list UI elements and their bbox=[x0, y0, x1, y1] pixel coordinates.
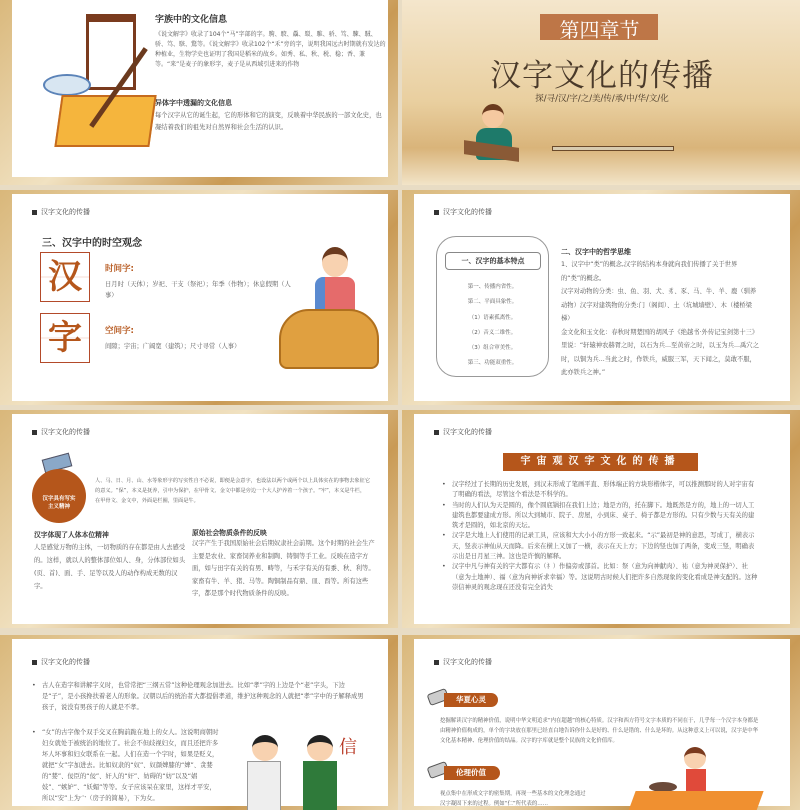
square-bullet-icon bbox=[32, 430, 37, 435]
square-bullet-icon bbox=[434, 660, 439, 665]
tag-ethics: 伦理价值 bbox=[444, 766, 500, 780]
bullet-item: • 古人在造字和讲解字义时，也常常把“三纲五常”这种伦理观念加进去。比如“孝”字的上边是个“老”字头，下边是“子”，是小孩搀扶着老人的形象。汉朝以后的统治者大都提倡孝道，维护这种观念的人就把“孝”字中的子解释成男孩子，说没有男孩子的人就是不孝。 bbox=[32, 681, 367, 713]
cover-title: 汉字文化的传播 bbox=[490, 58, 714, 94]
space-words-text: 间隙；宇宙；广阔宽（建筑）；尺寸寻常（人事） bbox=[105, 343, 241, 350]
tag-huaxia: 华夏心灵 bbox=[444, 693, 498, 707]
intro-text: 人、马、日、月、山、水等象形字的写实性自不必说，即便是会意字，也设法以两个或两个以上具体实在的事物去象征它的意义。“保”，本义是抚养，引申为保护，在甲骨文、金文中都是旁边一个大人护养着一个孩子。“牢”，本义是牛栏，在甲骨文、金文中，外面是栏圈，里面是牛。 bbox=[95, 478, 370, 504]
bullet-item: • “女”的古字像个双手交叉在胸前跪在地上的女人。这说明商朝时妇女就处于被统治的地位了。社会不但歧视妇女，而且还把许多坏人坏事和妇女联系在一起。人们在造一个字时，如果是贬义，就把“女”字加进去。比如奴隶的“奴”、奴颜婢膝的“婢”、贪婪的“婪”、佞臣的“佞”、奸人的“奸”、妨碍的“妨”以及“娼妓”、“嫉妒”、“妖媚”等等。女子应该呆在家里，这样才平安，所以“安”上为宀（房子的简易），下为女。 bbox=[32, 727, 222, 804]
square-bullet-icon bbox=[32, 210, 37, 215]
body-right: 汉字产生于我国原始社会后期奴隶社会前期。这个时期的社会生产主要是农业、家畜饲养业和制陶、铸铜等手工业。反映在造字方面，如与田字有关的有男、畴等，与禾字有关的有黍、秋、利等。家畜有牛、羊、猪、马等。陶铜制品有鼎、皿、酉等。所有这些字，都是那个时代物质条件的反映。 bbox=[192, 540, 375, 597]
slide-thumbnail-7[interactable] bbox=[0, 635, 398, 810]
feature-item: （2）音义二维性。 bbox=[468, 329, 517, 336]
bullet-item: • 汉字是大地上人们使用的记录工具，应该和大大小小的方形一致起来。“示”最初是神的意思，写成丁，横表示天，竖表示神仙从天而降。后来在横上又加了一横，表示在天上方；下边的竖也加了两条，变成三竖，明确表示出是日月星三神。这也是许慎的解释。 bbox=[442, 531, 760, 562]
breadcrumb: 汉字文化的传播 bbox=[434, 427, 492, 437]
section-heading: 三、汉字中的时空观念 bbox=[42, 238, 142, 249]
breadcrumb: 汉字文化的传播 bbox=[32, 207, 90, 217]
scholar-writing-illustration bbox=[277, 239, 382, 379]
slide-thumbnail-8[interactable] bbox=[402, 635, 800, 810]
breadcrumb: 汉字文化的传播 bbox=[32, 427, 90, 437]
slide-thumbnail-1[interactable] bbox=[0, 0, 398, 185]
section-body: 《说文解字》收录了104个“马”字部的字。駒、駮、驫、駁、騅、骄、笃、駷、駥、骄、笃、駭、驚等。《说文解字》收录102个“禾”旁的字，说明我国远古时期就有发达的种植业，生物学史也证明了我国是稻米的故乡。如秀、私、秋、税、稳；香、兼等。“来”是麦子的象形字，麦子是从西域引进来的作物 bbox=[155, 31, 386, 68]
section-heading: 二、汉字中的哲学思维 bbox=[561, 248, 631, 256]
body-ethics: 视点集中在形成文字的密集期，再现一些基本的文化理念通过汉字凝固下来的过程。例如“仁”所代表的…… bbox=[440, 791, 586, 807]
subheading-left: 汉字体现了人体本位精神 bbox=[34, 531, 109, 539]
slide-thumbnail-5[interactable] bbox=[0, 410, 398, 628]
slide-card bbox=[12, 639, 388, 806]
time-words-title: 时间字: bbox=[105, 264, 134, 274]
body-left: 人是感觉万物的主体，一切物质的存在都是由人去感受的。这样，就以人的整体部位如人、身，分体部位如头(页、首)、面、手、足等以及人的动作构成无数的汉字。 bbox=[34, 544, 186, 590]
slide-thumbnail-6[interactable] bbox=[402, 410, 800, 628]
badge-circle: 汉字具有写实主义精神 bbox=[32, 469, 86, 523]
cover-subtitle: 探/寻/汉/字/之/美/传/承/中/华/文/化 bbox=[535, 94, 669, 104]
subheading-right: 原始社会物质条件的反映 bbox=[192, 529, 267, 537]
section-title: 字族中的文化信息 bbox=[155, 15, 228, 25]
space-words-title: 空间字: bbox=[105, 326, 134, 336]
features-title: 一、汉字的基本特点 bbox=[445, 252, 541, 270]
girl-writing-illustration bbox=[464, 100, 524, 172]
chapter-label: 第四章节 bbox=[559, 18, 640, 42]
slide-card bbox=[12, 0, 388, 177]
slide-card bbox=[414, 639, 790, 806]
scholars-illustration bbox=[237, 725, 367, 805]
bullet-list bbox=[442, 480, 760, 593]
square-bullet-icon bbox=[434, 430, 439, 435]
bullet-item: • 当时的人们认为天是圆的，像个圆底锅扣在我们上边；地是方的，托在脚下。地既然是方的，地上的一切人工建筑也都要建成方形。所以大到城市、院子、房屋，小到床、桌子、椅子都是方形的。只有少数与天有关的建筑才是圆的，如北京的天坛。 bbox=[442, 501, 760, 532]
character-box-zi: 字 bbox=[40, 313, 90, 363]
slide-card bbox=[414, 194, 790, 401]
slide-card bbox=[12, 194, 388, 401]
low-table-illustration bbox=[552, 146, 674, 151]
time-words-text: 日月时（天体）；岁祀、干支（祭祀）；年季（作物）；休息假期（人事） bbox=[105, 281, 291, 299]
features-panel bbox=[436, 236, 549, 377]
breadcrumb: 汉字文化的传播 bbox=[434, 207, 492, 217]
section-body: 每个汉字从它的诞生起，它的形体和它的演变，反映着中华民族的一部文化史，也凝结着我们的祖先对自然界和社会生活的认识。 bbox=[155, 112, 382, 131]
slide-card bbox=[12, 414, 388, 624]
bullet-list bbox=[32, 681, 367, 713]
bullet-list bbox=[32, 727, 222, 804]
section-body: 1、汉字中“类”的概念,汉字的结构本身就向我们传播了关于世界的“类”的概念。 汉字对动物的分类：虫、鱼、羽、犬、豸、豕、马、牛、羊、鹿（驯养动物）汉字对建筑物的分类:门（阁闾）、土（坑城墙壁）、木（楼桥梁梯） 金文化和玉文化：春秋时期楚国的胡风子《绝越书·外传记宝剑第十三》里说：“轩辕神农赫胥之时，以石为兵...至黄帝之时，以玉为兵...禹穴之时，以铜为兵...当此之时，作铁兵，威服三军，天下闻之，莫敢不服，此亦铁兵之神。” bbox=[561, 261, 759, 376]
section-title: 异体字中透漏的文化信息 bbox=[155, 99, 232, 107]
slide-thumbnail-2[interactable] bbox=[402, 0, 800, 185]
feature-item: （1）语素孤离性。 bbox=[468, 314, 517, 321]
seal-character: 信 bbox=[339, 737, 357, 758]
calligraphy-illustration bbox=[28, 10, 158, 145]
bullet-item: • 汉字中凡与神有关的字大都有示（礻）作偏旁或部首。比如：祭（意为向神献肉）、祐（意为神灵保护）、社（意为土地神）、福（意为向神祈求幸福）等。这说明古时候人们把许多自然现象的变化看成是神支配的。这种崇信神灵的观念现在还没有完全消失 bbox=[442, 562, 760, 593]
breadcrumb: 汉字文化的传播 bbox=[434, 657, 492, 667]
slide-thumbnail-3[interactable] bbox=[0, 190, 398, 405]
feature-item: 第二、平面具象性。 bbox=[467, 299, 518, 306]
breadcrumb: 汉字文化的传播 bbox=[32, 657, 90, 667]
square-bullet-icon bbox=[32, 660, 37, 665]
feature-item: （3）组合审美性。 bbox=[468, 345, 517, 352]
title-banner: 宇宙观汉字文化的传播 bbox=[503, 453, 698, 471]
body-huaxia: 挖掘解读汉字的精神价值，说明中华文明追求“内在超越”的核心特质。汉字和西方符号文字本质的不同在于，几乎每一个汉字本身都是由精神价值构成的，单个的字块放在那里已经直白地告诉你什么是好的、什么是错的、什么是坏的。从这种意义上可以说，汉字是中华文化基本精神、伦理价值的结晶。汉字的字库就是整个民族的文化价值库。 bbox=[440, 718, 759, 744]
feature-item: 第一、传播内省性。 bbox=[467, 284, 518, 290]
character-box-han: 汉 bbox=[40, 252, 90, 302]
bullet-item: • 汉字经过了长期的历史发展，到汉末形成了笔画平直、形体端正的方块形楷体字，可以推测那时的人对宇宙有了明确的看法，尽管这个看法是不科学的。 bbox=[442, 480, 760, 501]
square-bullet-icon bbox=[434, 210, 439, 215]
feature-item: 第三、功能双重性。 bbox=[467, 360, 518, 367]
slide-card bbox=[414, 414, 790, 624]
slide-thumbnail-4[interactable] bbox=[402, 190, 800, 405]
girl-brush-illustration bbox=[624, 747, 764, 807]
